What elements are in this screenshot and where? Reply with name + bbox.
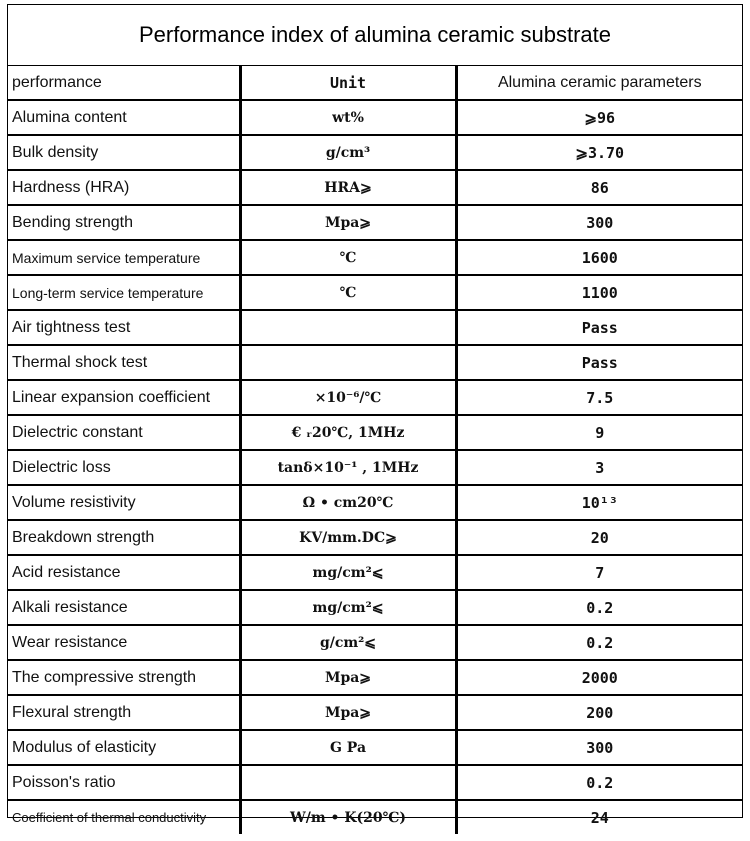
table-row — [8, 730, 742, 765]
parameter-cell: 300 — [456, 205, 742, 240]
table-row — [8, 310, 742, 345]
table-row — [8, 695, 742, 730]
header-unit: Unit — [240, 66, 456, 100]
table-row — [8, 800, 742, 834]
performance-cell: Wear resistance — [8, 625, 240, 660]
performance-cell: Dielectric loss — [8, 450, 240, 485]
unit-cell: Ω • cm20℃ — [240, 485, 456, 520]
unit-cell: tanδ×10⁻¹ , 1MHz — [240, 450, 456, 485]
parameter-cell: 0.2 — [456, 765, 742, 800]
performance-cell: Acid resistance — [8, 555, 240, 590]
performance-cell: Alkali resistance — [8, 590, 240, 625]
parameter-cell: ⩾3.70 — [456, 135, 742, 170]
performance-cell: Bending strength — [8, 205, 240, 240]
table-row — [8, 555, 742, 590]
parameter-cell: 0.2 — [456, 625, 742, 660]
header-parameters: Alumina ceramic parameters — [456, 66, 742, 100]
parameter-cell: 0.2 — [456, 590, 742, 625]
performance-cell: Bulk density — [8, 135, 240, 170]
table-row — [8, 240, 742, 275]
performance-cell: Dielectric constant — [8, 415, 240, 450]
unit-cell: g/cm³ — [240, 135, 456, 170]
table-row — [8, 450, 742, 485]
performance-cell: Air tightness test — [8, 310, 240, 345]
unit-cell: KV/mm.DC⩾ — [240, 520, 456, 555]
parameter-cell: 1100 — [456, 275, 742, 310]
unit-cell — [240, 310, 456, 345]
table-body — [8, 66, 742, 834]
table-header-row — [8, 66, 742, 100]
performance-cell: Linear expansion coefficient — [8, 380, 240, 415]
unit-cell: mg/cm²⩽ — [240, 555, 456, 590]
unit-cell: ×10⁻⁶/℃ — [240, 380, 456, 415]
unit-cell: Mpa⩾ — [240, 205, 456, 240]
parameter-cell: Pass — [456, 345, 742, 380]
performance-cell: Flexural strength — [8, 695, 240, 730]
unit-cell: Mpa⩾ — [240, 660, 456, 695]
parameter-cell: 2000 — [456, 660, 742, 695]
performance-table — [8, 66, 742, 834]
unit-cell: G Pa — [240, 730, 456, 765]
performance-cell: Thermal shock test — [8, 345, 240, 380]
unit-cell: W/m • K(20℃) — [240, 800, 456, 834]
table-row — [8, 380, 742, 415]
parameter-cell: 1600 — [456, 240, 742, 275]
unit-cell: HRA⩾ — [240, 170, 456, 205]
performance-cell: Breakdown strength — [8, 520, 240, 555]
unit-cell: ℃ — [240, 240, 456, 275]
unit-cell: ℃ — [240, 275, 456, 310]
performance-cell: Poisson's ratio — [8, 765, 240, 800]
table-row — [8, 205, 742, 240]
parameter-cell: 86 — [456, 170, 742, 205]
table-row — [8, 590, 742, 625]
parameter-cell: Pass — [456, 310, 742, 345]
unit-cell: g/cm²⩽ — [240, 625, 456, 660]
parameter-cell: 7.5 — [456, 380, 742, 415]
table-row — [8, 135, 742, 170]
table-row — [8, 415, 742, 450]
unit-cell: mg/cm²⩽ — [240, 590, 456, 625]
table-row — [8, 625, 742, 660]
spec-sheet — [7, 4, 743, 827]
table-row — [8, 170, 742, 205]
unit-cell: € ᵣ20℃, 1MHz — [240, 415, 456, 450]
table-row — [8, 485, 742, 520]
table-row — [8, 765, 742, 800]
table-row — [8, 275, 742, 310]
unit-cell — [240, 345, 456, 380]
parameter-cell: 20 — [456, 520, 742, 555]
parameter-cell: 9 — [456, 415, 742, 450]
performance-cell: Long-term service temperature — [8, 275, 240, 310]
table-row — [8, 660, 742, 695]
table-row — [8, 100, 742, 135]
table-row — [8, 520, 742, 555]
parameter-cell: ⩾96 — [456, 100, 742, 135]
performance-cell: Maximum service temperature — [8, 240, 240, 275]
parameter-cell: 3 — [456, 450, 742, 485]
unit-cell — [240, 765, 456, 800]
performance-cell: Coefficient of thermal conductivity — [8, 800, 240, 834]
page-title: Performance index of alumina ceramic substrate — [8, 5, 742, 66]
parameter-cell: 300 — [456, 730, 742, 765]
table-row — [8, 345, 742, 380]
parameter-cell: 7 — [456, 555, 742, 590]
unit-cell: Mpa⩾ — [240, 695, 456, 730]
performance-cell: Alumina content — [8, 100, 240, 135]
performance-cell: Modulus of elasticity — [8, 730, 240, 765]
performance-cell: Volume resistivity — [8, 485, 240, 520]
performance-cell: The compressive strength — [8, 660, 240, 695]
header-performance: performance — [12, 73, 102, 91]
parameter-cell: 24 — [456, 800, 742, 834]
parameter-cell: 200 — [456, 695, 742, 730]
unit-cell: wt% — [240, 100, 456, 135]
performance-cell: Hardness (HRA) — [8, 170, 240, 205]
parameter-cell: 10¹³ — [456, 485, 742, 520]
